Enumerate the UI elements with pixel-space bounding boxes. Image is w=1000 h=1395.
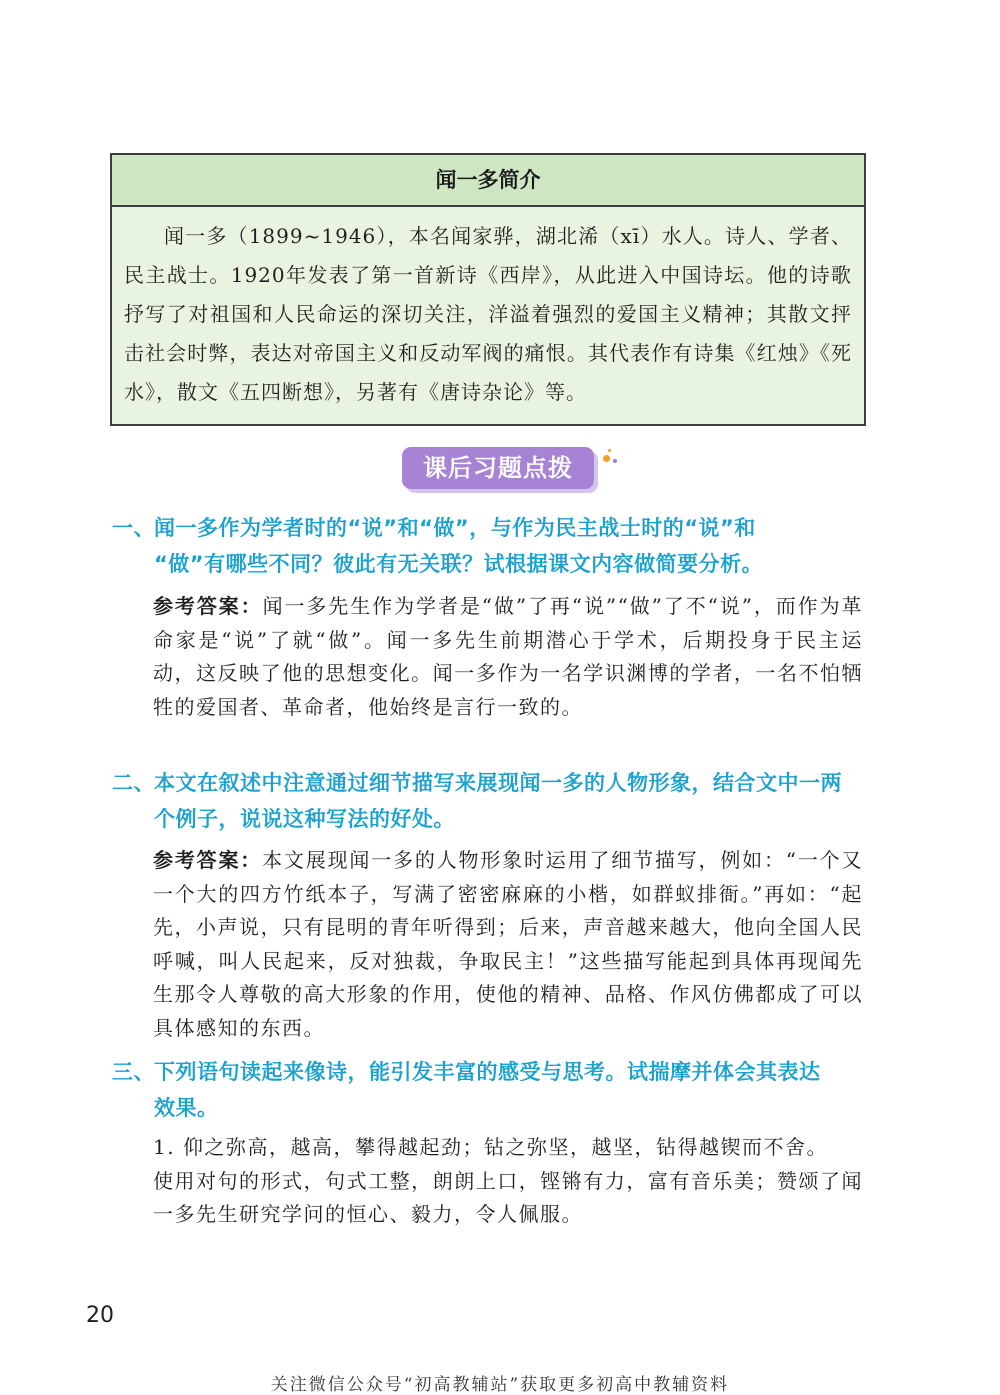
sparkle-icon <box>608 449 611 452</box>
intro-title: 闻一多简介 <box>112 155 864 207</box>
answer-3 <box>153 1131 863 1232</box>
answer-3-text: 使用对句的形式，句式工整，朗朗上口，铿锵有力，富有音乐美；赞颂了闻一多先生研究学问的恒心、毅力，令人佩服。 <box>153 1168 863 1226</box>
answer-2-label: 参考答案： <box>153 848 263 872</box>
answer-2 <box>153 844 863 1045</box>
footer-note: 关注微信公众号“初高教辅站”获取更多初高中教辅资料 <box>270 1375 730 1395</box>
sparkle-icon <box>613 459 617 463</box>
question-3-line1: 下列语句读起来像诗，能引发丰富的感受与思考。试揣摩并体会其表达 <box>154 1060 821 1084</box>
question-2-line2: 个例子，说说这种写法的好处。 <box>154 807 455 831</box>
section-badge-label: 课后习题点拨 <box>402 447 594 489</box>
question-2-line1: 本文在叙述中注意通过细节描写来展现闻一多的人物形象，结合文中一两 <box>154 771 842 795</box>
answer-1-label: 参考答案： <box>153 594 263 618</box>
question-3-number: 三、 <box>112 1060 155 1084</box>
question-1 <box>112 510 867 582</box>
intro-body: 闻一多（1899~1946），本名闻家骅，湖北浠（xī）水人。诗人、学者、民主战士。1920年发表了第一首新诗《西岸》，从此进入中国诗坛。他的诗歌抒写了对祖国和人民命运的深切关注，洋溢着强烈的爱国主义精神；其散文抨击社会时弊，表达对帝国主义和反动军阀的痛恨。其代表作有诗集《红烛》《死水》，散文《五四断想》，另著有《唐诗杂论》等。 <box>124 224 852 404</box>
answer-3-item: 1. 仰之弥高，越高，攀得越起劲；钻之弥坚，越坚，钻得越锲而不舍。 <box>153 1135 828 1159</box>
question-1-line1: 闻一多作为学者时的“说”和“做”，与作为民主战士时的“说”和 <box>154 516 756 540</box>
page-number: 20 <box>86 1303 114 1328</box>
answer-1 <box>153 590 863 724</box>
question-3 <box>112 1054 867 1126</box>
question-2-number: 二、 <box>112 771 155 795</box>
sparkle-icon <box>603 455 610 462</box>
section-badge <box>402 447 622 493</box>
question-2 <box>112 765 867 837</box>
answer-2-text: 本文展现闻一多的人物形象时运用了细节描写，例如：“一个又一个大的四方竹纸本子，写满了密密麻麻的小楷，如群蚁排衙。”再如：“起先，小声说，只有昆明的青年听得到；后来，声音越来越大，他向全国人民呼喊，叫人民起来，反对独裁，争取民主！”这些描写能起到具体再现闻先生那令人尊敬的高大形象的作用，使他的精神、品格、作风仿佛都成了可以具体感知的东西。 <box>153 848 863 1040</box>
answer-1-text: 闻一多先生作为学者是“做”了再“说”“做”了不“说”，而作为革命家是“说”了就“做”。闻一多先生前期潜心于学术，后期投身于民主运动，这反映了他的思想变化。闻一多作为一名学识渊博的学者，一名不怕牺牲的爱国者、革命者，他始终是言行一致的。 <box>153 594 864 719</box>
question-1-line2: “做”有哪些不同？彼此有无关联？试根据课文内容做简要分析。 <box>154 552 764 576</box>
question-1-number: 一、 <box>112 516 155 540</box>
intro-box <box>110 153 866 426</box>
question-3-line2: 效果。 <box>154 1096 219 1120</box>
